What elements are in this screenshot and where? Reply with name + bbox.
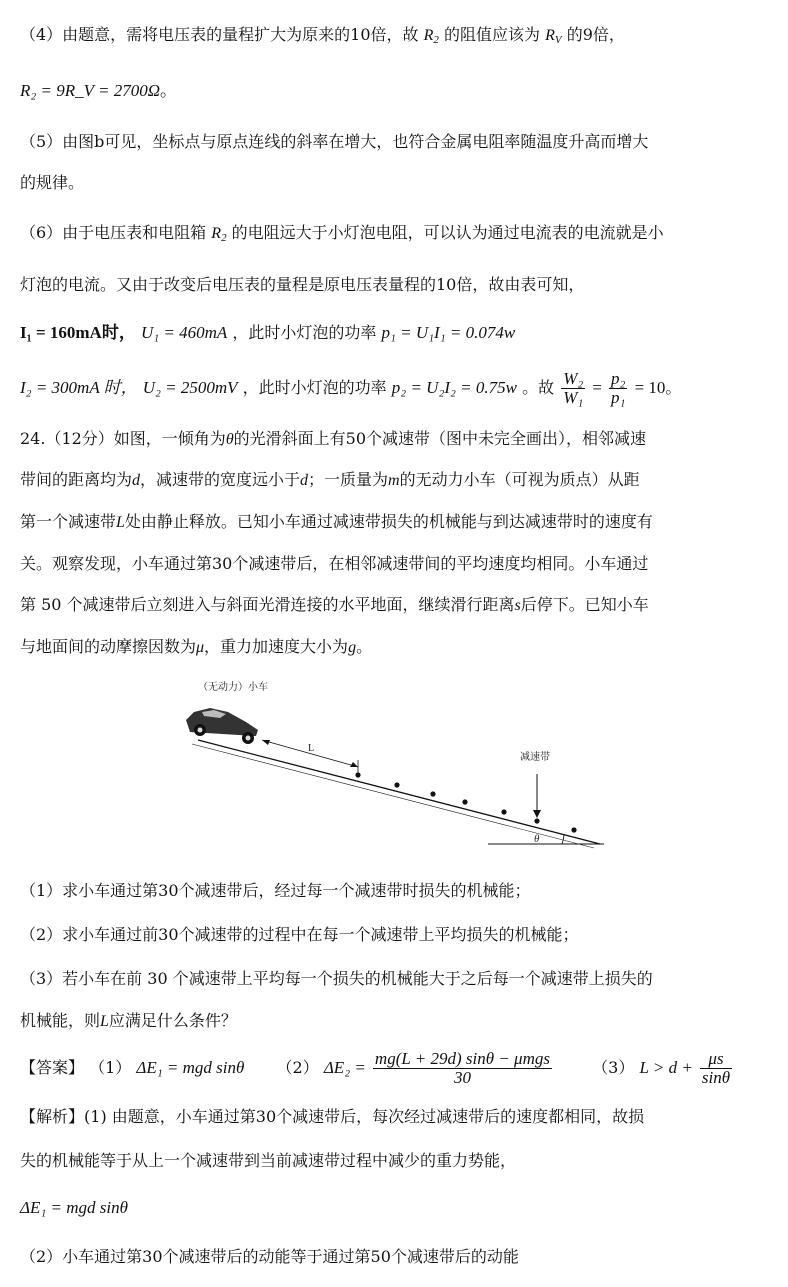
question-3-line1: （3）若小车在前 30 个减速带上平均每一个损失的机械能大于之后每一个减速带上损失的 bbox=[20, 969, 653, 988]
speed-bump bbox=[394, 782, 399, 787]
answer-tag: 【答案】 bbox=[20, 1058, 85, 1077]
incline-diagram bbox=[170, 678, 610, 850]
speed-bump bbox=[355, 772, 360, 777]
answer-3-fraction: $\frac{\mu s}{\sin\theta}$ bbox=[701, 1049, 731, 1087]
car-label: （无动力）小车 bbox=[198, 682, 268, 693]
speed-bump bbox=[462, 799, 467, 804]
speed-bumps bbox=[355, 772, 576, 832]
q24-line6: 与地面间的动摩擦因数为μ，重力加速度大小为g。 bbox=[20, 637, 373, 656]
answer-2-fraction: $\frac{\text{mg(L + 29d) sinθ − μmgs}}{30}$ bbox=[374, 1049, 550, 1087]
speed-bump bbox=[571, 827, 576, 832]
band-label: 减速带 bbox=[520, 752, 550, 763]
q24-line2: 带间的距离均为d，减速带的宽度远小于d；一质量为m的无动力小车（可视为质点）从距 bbox=[20, 470, 640, 489]
arrowhead-right-icon bbox=[350, 762, 358, 767]
q24-line1: 24.（12分）如图，一倾角为θ的光滑斜面上有50个减速带（图中未完全画出），相邻减速 bbox=[20, 429, 647, 448]
s6-line2: 灯泡的电流。又由于改变后电压表的量程是原电压表量程的10倍，故由表可知， bbox=[20, 275, 585, 294]
analysis-tag: 【解析】 bbox=[20, 1107, 85, 1126]
down-arrow-icon bbox=[533, 810, 541, 818]
q24-line4: 关。观察发现，小车通过第30个减速带后，在相邻减速带间的平均速度均相同。小车通过 bbox=[20, 554, 649, 573]
p-ratio: $\frac{\text{p₂}}{\text{p₁}}$ bbox=[611, 369, 626, 407]
analysis-line3: （2）小车通过第30个减速带后的动能等于通过第50个减速带后的动能 bbox=[20, 1247, 519, 1266]
rv-symbol: $R_V$ bbox=[545, 27, 562, 46]
answer-1: ΔE₁ = mgd sinθ bbox=[136, 1058, 245, 1077]
question-3-line2: 机械能，则L应满足什么条件？ bbox=[20, 1011, 237, 1030]
s5-line1: （5）由图b可见，坐标点与原点连线的斜率在增大，也符合金属电阻率随温度升高而增大 bbox=[20, 132, 649, 151]
s6-line3: I₁ = 160mA时， U₁ = 460mA ，此时小灯泡的功率 p₁ = U₁I₁ = 0.074w bbox=[20, 323, 516, 342]
s6-line4: I₂ = 300mA 时， U₂ = 2500mV ，此时小灯泡的功率 p₂ = U₂I₂ = 0.75w 。故 $\frac{\text{W₂}}{\text{W₁}}$ = $\frac{\text{p₂}}{\text{p₁}}$ = 10。 bbox=[20, 369, 682, 407]
s4-equation: R₂ = 9R_V = 2700Ω。 bbox=[20, 81, 177, 100]
car-icon bbox=[186, 708, 258, 744]
speed-bump bbox=[534, 818, 539, 823]
analysis-line1: 【解析】(1) 由题意，小车通过第30个减速带后，每次经过减速带后的速度都相同，故损 bbox=[20, 1107, 645, 1126]
q24-line3: 第一个减速带L处由静止释放。已知小车通过减速带损失的机械能与到达减速带时的速度有 bbox=[20, 512, 653, 531]
speed-bump bbox=[430, 791, 435, 796]
arrowhead-left-icon bbox=[262, 740, 270, 745]
q24-line5: 第 50 个减速带后立刻进入与斜面光滑连接的水平地面，继续滑行距离s后停下。已知小车 bbox=[20, 595, 649, 614]
r2-symbol-2: $R_2$ bbox=[211, 225, 227, 244]
analysis-line2: 失的机械能等于从上一个减速带到当前减速带过程中减少的重力势能， bbox=[20, 1151, 517, 1170]
answer-line: 【答案】 （1） ΔE₁ = mgd sinθ （2） ΔE₂ = $\frac{\text{mg(L + 29d) sinθ − μmgs}}{30}$ （3） L > d + $\frac{\mu s}{\sin\theta}$ bbox=[20, 1049, 731, 1087]
speed-bump bbox=[501, 809, 506, 814]
r2-symbol: $R_2$ bbox=[423, 27, 439, 46]
w-ratio: $\frac{\text{W₂}}{\text{W₁}}$ bbox=[563, 369, 584, 407]
L-label: L bbox=[308, 743, 315, 754]
s4-line1: （4）由题意，需将电压表的量程扩大为原来的10倍，故 $R_2$ 的阻值应该为 $R_V$ 的9倍， bbox=[20, 25, 625, 46]
s5-line2: 的规律。 bbox=[20, 173, 85, 192]
incline-figure bbox=[170, 678, 610, 850]
question-1: （1）求小车通过第30个减速带后，经过每一个减速带时损失的机械能； bbox=[20, 881, 531, 900]
theta-label: θ bbox=[534, 833, 540, 845]
s6-line1: （6）由于电压表和电阻箱 $R_2$ 的电阻远大于小灯泡电阻，可以认为通过电流表的电流就是小 bbox=[20, 223, 664, 244]
question-2: （2）求小车通过前30个减速带的过程中在每一个减速带上平均损失的机械能； bbox=[20, 925, 579, 944]
analysis-equation: ΔE₁ = mgd sinθ bbox=[20, 1198, 128, 1217]
